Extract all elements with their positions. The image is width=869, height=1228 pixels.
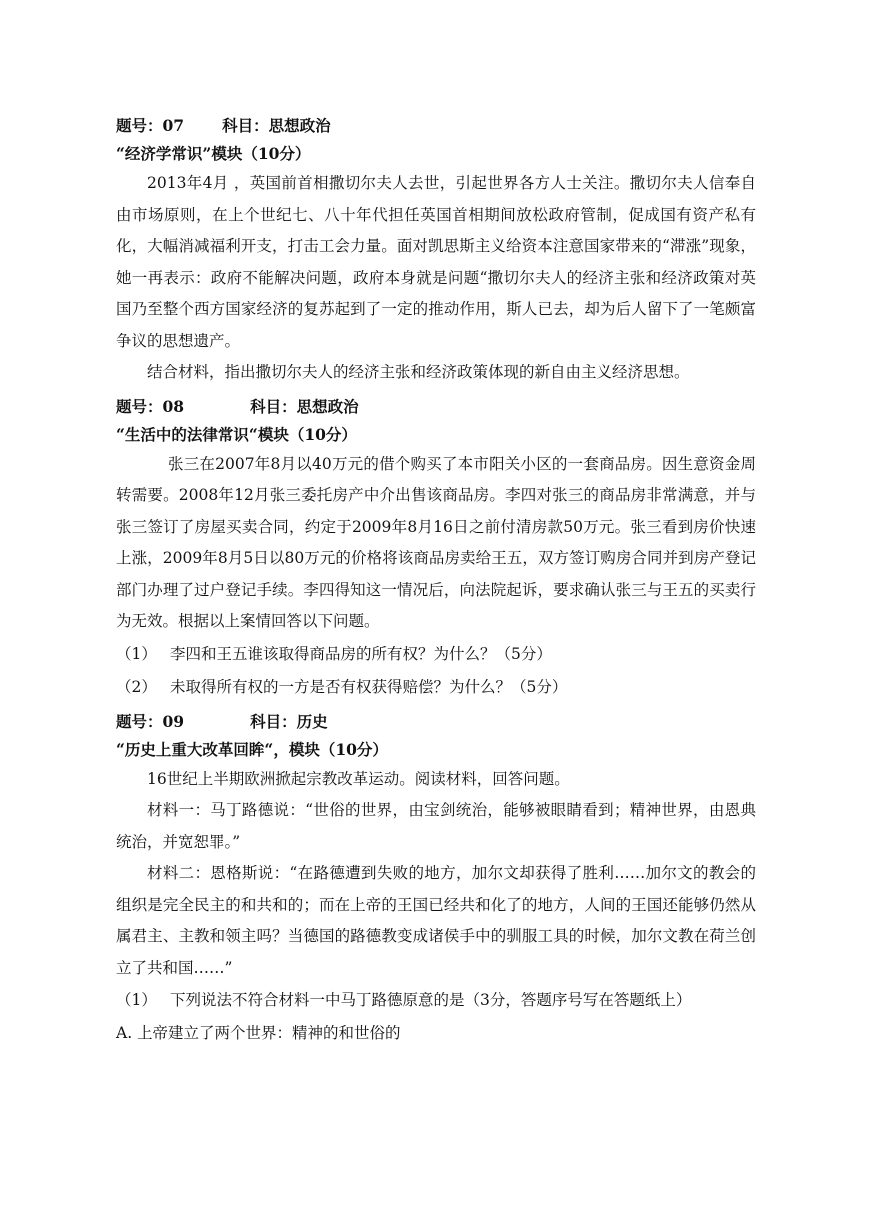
sub-question-text: 未取得所有权的一方是否有权获得赔偿？为什么？（5分）: [170, 677, 568, 696]
material-one: 材料一：马丁路德说：“世俗的世界，由宝剑统治，能够被眼睛看到；精神世界，由恩典统治，并宽恕罪。”: [116, 801, 756, 851]
material-two: 材料二：恩格斯说：“在路德遭到失败的地方，加尔文却获得了胜利……加尔文的教会的组织是完全民主的和共和的；而在上帝的王国已经共和化了的地方，人间的王国还能够仍然从属君主、主教和领主吗？当德国的路德教变成诸侯手中的驯服工具的时候，加尔文教在荷兰创立了共和国……”: [116, 864, 756, 977]
answer-option-a: A. 上帝建立了两个世界：精神的和世俗的: [116, 1024, 401, 1042]
module-title: “经济学常识”模块（10分）: [116, 144, 311, 163]
question-header-09: [116, 708, 756, 736]
question-number: 题号：09: [116, 711, 185, 731]
sub-question-text: 李四和王五谁该取得商品房的所有权？为什么？（5分）: [170, 644, 552, 663]
document-page: [116, 108, 756, 1050]
module-title: “生活中的法律常识“模块（10分）: [116, 424, 357, 444]
sub-question-number: （1）: [116, 991, 157, 1009]
question-subject: 科目：思想政治: [222, 116, 331, 135]
question-header-08: [116, 393, 756, 421]
question-number: 题号：07: [116, 116, 185, 135]
sub-question-text: 下列说法不符合材料一中马丁路德原意的是（3分，答题序号写在答题纸上）: [170, 991, 692, 1009]
module-title: “历史上重大改革回眸“，模块（10分）: [116, 739, 388, 759]
question-header-07: [116, 112, 756, 140]
sub-question-number: （1）: [116, 644, 157, 663]
task-paragraph: 结合材料，指出撒切尔夫人的经济主张和经济政策体现的新自由主义经济思想。: [147, 363, 690, 381]
intro-paragraph: 16世纪上半期欧洲掀起宗教改革运动。阅读材料，回答问题。: [147, 769, 570, 788]
question-subject: 科目：思想政治: [250, 396, 359, 416]
question-subject: 科目：历史: [250, 711, 328, 731]
sub-question-1: [116, 638, 756, 671]
material-paragraph: 2013年4月 ，英国前首相撒切尔夫人去世，引起世界各方人士关注。撒切尔夫人信奉自由市场原则，在上个世纪七、八十年代担任英国首相期间放松政府管制，促成国有资产私有化，大幅消减福利开支，打击工会力量。面对凯思斯主义给资本注意国家带来的“滞涨”现象，她一再表示：政府不能解决问题，政府本身就是问题“撒切尔夫人的经济主张和经济政策对英国乃至整个西方国家经济的复苏起到了一定的推动作用，斯人已去，却为后人留下了一笔颇富争议的思想遗产。: [116, 174, 756, 350]
sub-question-2: [116, 671, 756, 704]
sub-question-number: （2）: [116, 677, 157, 696]
case-paragraph: 张三在2007年8月以40万元的借个购买了本市阳关小区的一套商品房。因生意资金周转需要。2008年12月张三委托房产中介出售该商品房。李四对张三的商品房非常满意，并与张三签订了房屋买卖合同，约定于2009年8月16日之前付清房款50万元。张三看到房价快速上涨，2009年8月5日以80万元的价格将该商品房卖给王五，双方签订购房合同并到房产登记部门办理了过户登记手续。李四得知这一情况后，向法院起诉，要求确认张三与王五的买卖行为无效。根据以上案情回答以下问题。: [116, 454, 756, 630]
question-number: 题号：08: [116, 396, 185, 416]
sub-question-1: [116, 984, 756, 1017]
